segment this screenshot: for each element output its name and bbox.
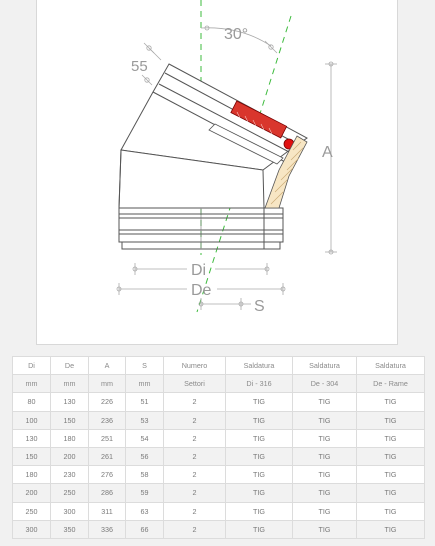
table-cell: TIG: [357, 502, 425, 520]
table-cell: 2: [164, 429, 226, 447]
technical-drawing-panel: [36, 0, 398, 345]
table-row: [13, 411, 425, 429]
table-cell: TIG: [226, 411, 293, 429]
table-cell: 300: [51, 502, 89, 520]
table-cell: 150: [13, 447, 51, 465]
table-cell: 236: [89, 411, 126, 429]
table-cell: 2: [164, 466, 226, 484]
table-row: [13, 520, 425, 538]
table-cell: TIG: [226, 502, 293, 520]
table-cell: TIG: [293, 466, 357, 484]
table-cell: TIG: [226, 466, 293, 484]
table-row: [13, 429, 425, 447]
table-cell: 58: [126, 466, 164, 484]
wall-label: 55: [131, 58, 148, 75]
table-row: [13, 393, 425, 411]
table-cell: 200: [51, 447, 89, 465]
table-cell: 130: [51, 393, 89, 411]
table-header-row: [13, 357, 425, 375]
table-cell: De - 304: [293, 375, 357, 393]
table-cell: TIG: [293, 484, 357, 502]
table-cell: Numero: [164, 357, 226, 375]
table-cell: 226: [89, 393, 126, 411]
table-cell: Di: [13, 357, 51, 375]
table-cell: 250: [13, 502, 51, 520]
table-row: [13, 502, 425, 520]
elbow-technical-drawing: [37, 0, 399, 345]
table-cell: TIG: [357, 429, 425, 447]
table-cell: 51: [126, 393, 164, 411]
table-cell: 2: [164, 520, 226, 538]
table-cell: 2: [164, 447, 226, 465]
table-cell: 53: [126, 411, 164, 429]
table-cell: 150: [51, 411, 89, 429]
table-cell: 230: [51, 466, 89, 484]
table-cell: 261: [89, 447, 126, 465]
table-row: [13, 447, 425, 465]
table-cell: Di - 316: [226, 375, 293, 393]
table-cell: TIG: [293, 447, 357, 465]
table-cell: 2: [164, 411, 226, 429]
table-cell: TIG: [226, 484, 293, 502]
table-subheader-row: [13, 375, 425, 393]
table-cell: TIG: [226, 520, 293, 538]
table-row: [13, 484, 425, 502]
table-cell: mm: [51, 375, 89, 393]
table-cell: 54: [126, 429, 164, 447]
section-dimension: [199, 298, 251, 310]
table-row: [13, 466, 425, 484]
height-label: A: [322, 144, 333, 161]
table-cell: De: [51, 357, 89, 375]
table-cell: De - Rame: [357, 375, 425, 393]
table-cell: S: [126, 357, 164, 375]
table-cell: 180: [51, 429, 89, 447]
table-cell: 251: [89, 429, 126, 447]
table-cell: Settori: [164, 375, 226, 393]
table-cell: 300: [13, 520, 51, 538]
table-cell: 130: [13, 429, 51, 447]
table-cell: A: [89, 357, 126, 375]
table-cell: 63: [126, 502, 164, 520]
table-cell: TIG: [226, 429, 293, 447]
table-cell: TIG: [293, 520, 357, 538]
table-cell: 250: [51, 484, 89, 502]
table-cell: 80: [13, 393, 51, 411]
table-cell: 59: [126, 484, 164, 502]
table-cell: mm: [126, 375, 164, 393]
table-cell: 180: [13, 466, 51, 484]
table-cell: mm: [13, 375, 51, 393]
table-cell: 2: [164, 502, 226, 520]
table-cell: 2: [164, 484, 226, 502]
table-cell: TIG: [293, 502, 357, 520]
table-cell: TIG: [357, 411, 425, 429]
angle-marker-right: [265, 41, 277, 53]
table-cell: mm: [89, 375, 126, 393]
outer-diameter-label: De: [191, 282, 212, 299]
table-cell: TIG: [293, 411, 357, 429]
specifications-table-body: [13, 357, 425, 539]
table-cell: 2: [164, 393, 226, 411]
table-cell: 66: [126, 520, 164, 538]
table-cell: 350: [51, 520, 89, 538]
specifications-table: [12, 356, 425, 539]
table-cell: Saldatura: [357, 357, 425, 375]
table-cell: TIG: [357, 520, 425, 538]
inner-diameter-label: Di: [191, 262, 207, 279]
table-cell: 336: [89, 520, 126, 538]
angle-label: 30°: [224, 26, 249, 43]
table-cell: Saldatura: [293, 357, 357, 375]
table-cell: TIG: [293, 429, 357, 447]
table-cell: 311: [89, 502, 126, 520]
table-cell: TIG: [226, 447, 293, 465]
table-cell: TIG: [293, 393, 357, 411]
table-cell: TIG: [357, 466, 425, 484]
table-cell: 286: [89, 484, 126, 502]
table-cell: TIG: [357, 484, 425, 502]
table-cell: TIG: [226, 393, 293, 411]
table-cell: 200: [13, 484, 51, 502]
table-cell: TIG: [357, 447, 425, 465]
section-label: S: [254, 298, 265, 315]
table-cell: Saldatura: [226, 357, 293, 375]
table-cell: TIG: [357, 393, 425, 411]
table-cell: 56: [126, 447, 164, 465]
table-cell: 276: [89, 466, 126, 484]
table-cell: 100: [13, 411, 51, 429]
